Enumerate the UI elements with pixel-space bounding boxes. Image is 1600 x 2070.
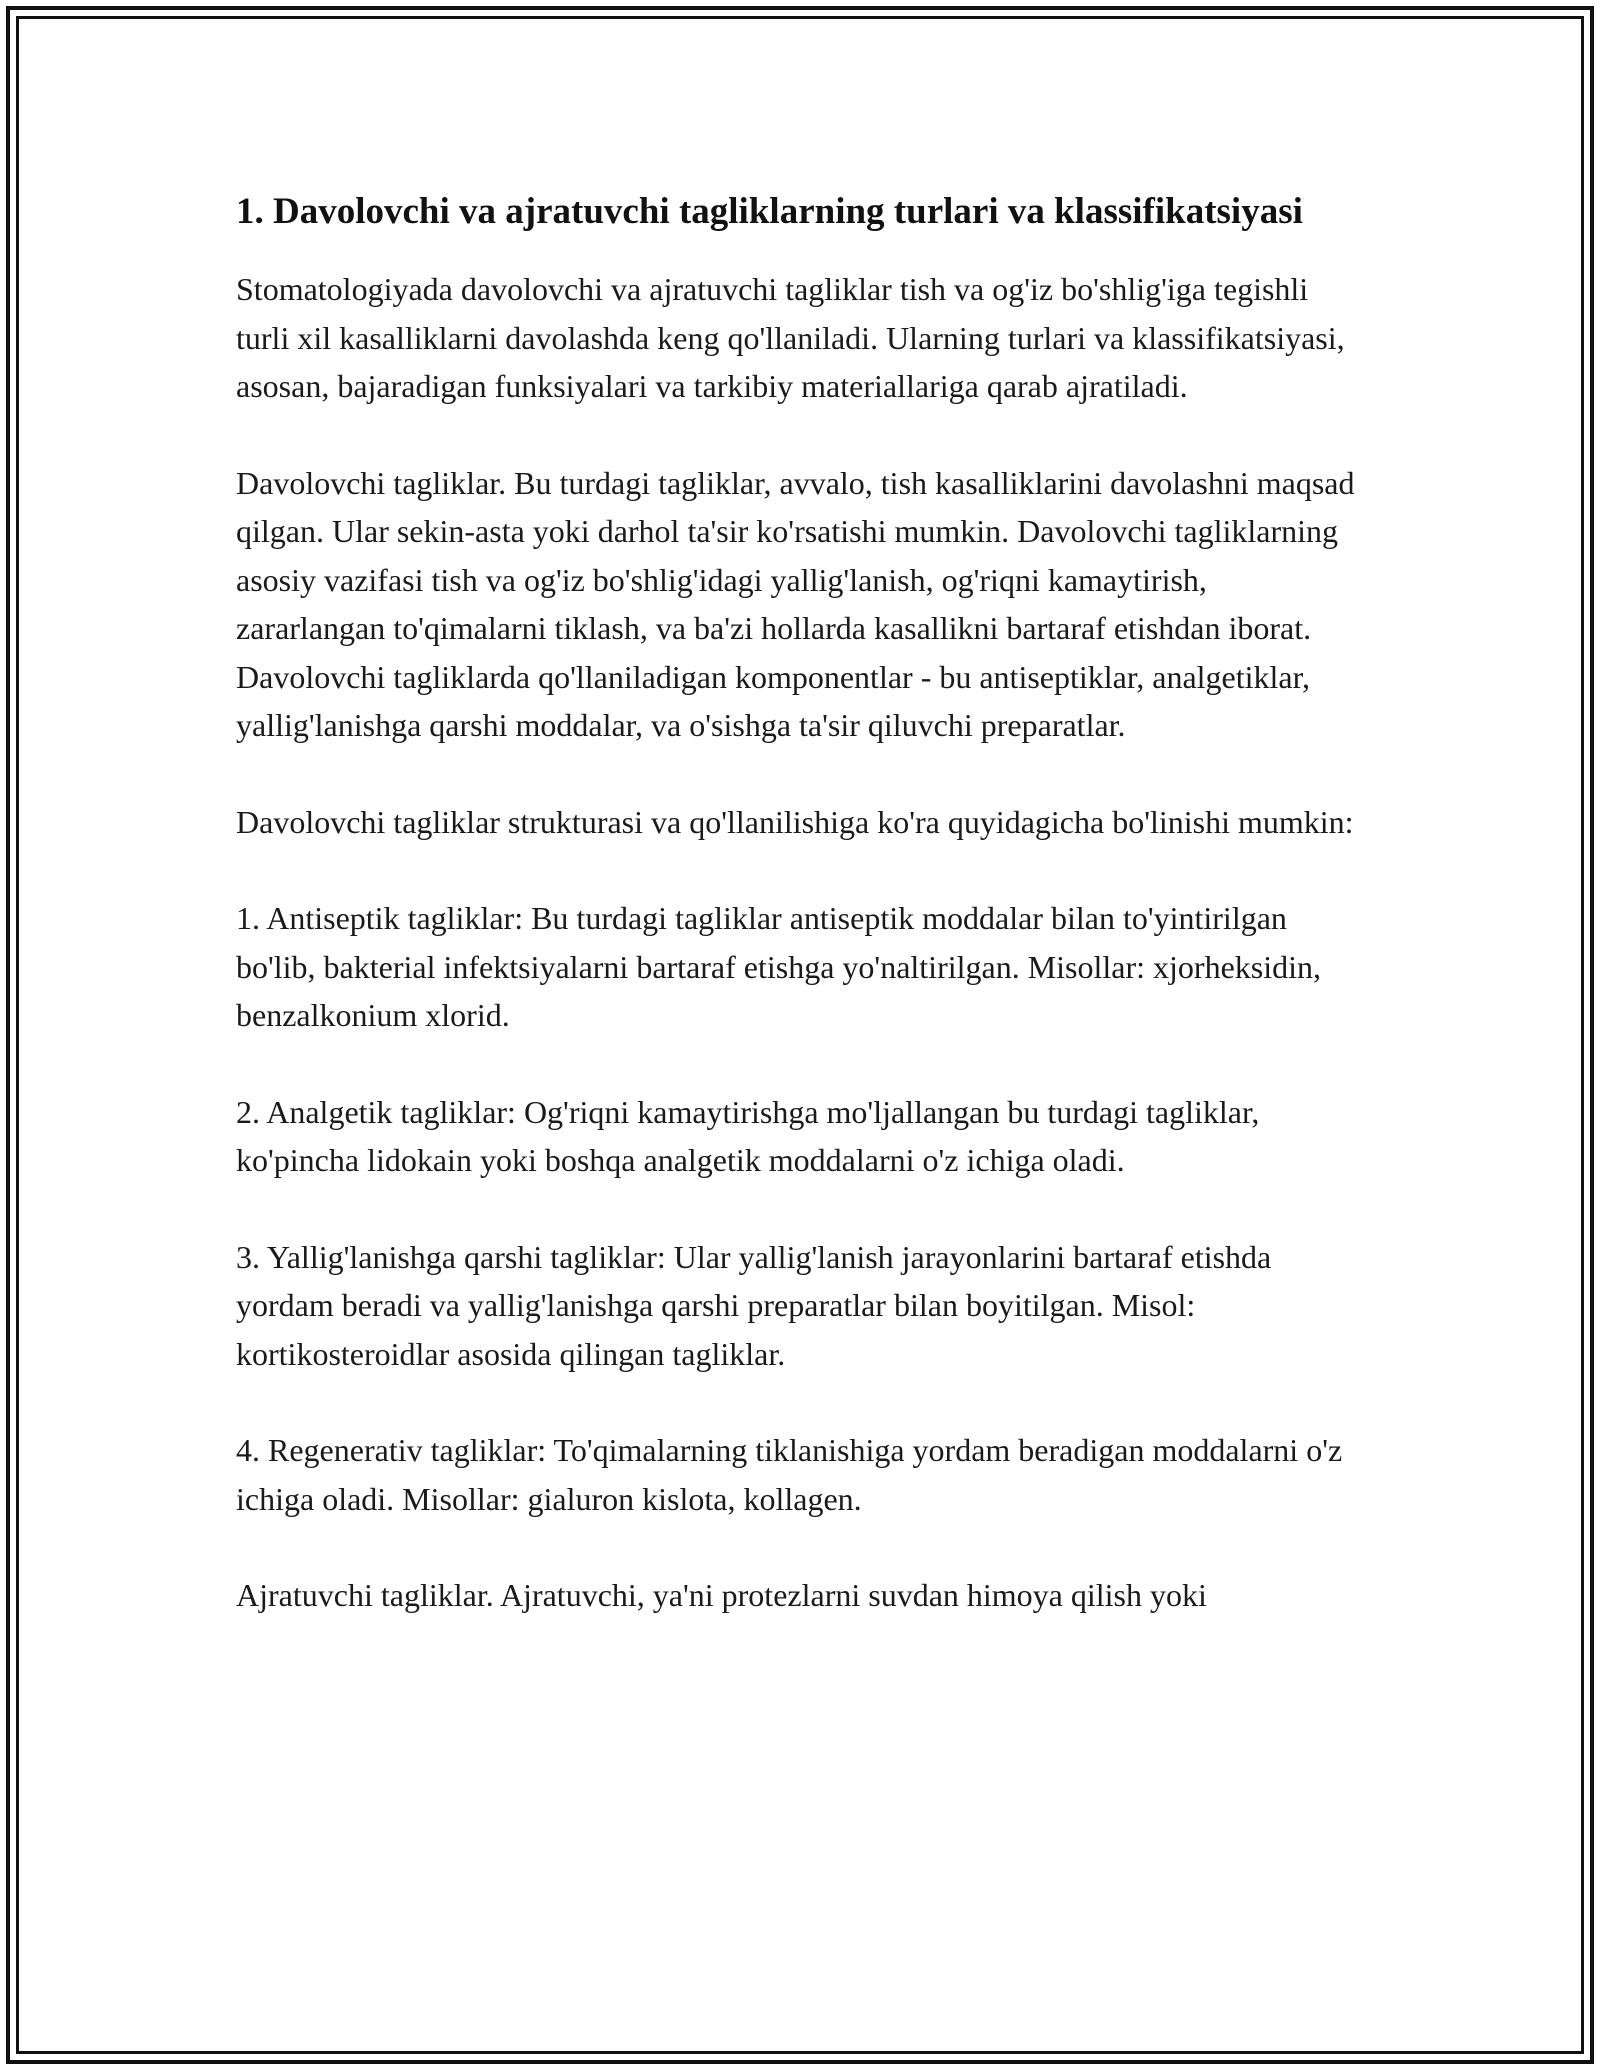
paragraph-classification: Davolovchi tagliklar strukturasi va qo'llanilishiga ko'ra quyidagicha bo'linishi mumkin: [236, 803, 1354, 840]
paragraph-davolovchi: Davolovchi tagliklar. Bu turdagi tagliklar, avvalo, tish kasalliklarini davolashni maqsad qilgan. Ular sekin-asta yoki darhol ta'sir ko'rsatishi mumkin. Davolovchi tagliklarning asosiy vazifasi tish va og'iz bo'shlig'idagi yallig'lanish, og'riqni kamaytirish, zararlangan to'qimalarni tiklash, va ba'zi hollarda kasallikni bartaraf etishdan iborat. Davolovchi tagliklarda qo'llaniladigan komponentlar - bu antiseptiklar, analgetiklar, yallig'lanishga qarshi moddalar, va o'sishga ta'sir qiluvchi preparatlar. [236, 464, 1355, 743]
paragraph-ajratuvchi: Ajratuvchi tagliklar. Ajratuvchi, ya'ni protezlarni suvdan himoya qilish yoki [236, 1577, 1207, 1613]
list-item-antiseptik: 1. Antiseptik tagliklar: Bu turdagi tagliklar antiseptik moddalar bilan to'yintirilgan bo'lib, bakterial infektsiyalarni bartaraf etishga yo'naltirilgan. Misollar: xjorheksidin, benzalkonium xlorid. [236, 900, 1322, 1033]
list-item-regenerativ: 4. Regenerativ tagliklar: To'qimalarning tiklanishiga yordam beradigan moddalarni o'z ichiga oladi. Misollar: gialuron kislota, kollagen. [236, 1432, 1343, 1517]
section-heading: 1. Davolovchi va ajratuvchi tagliklarning turlari va klassifikatsiyasi [236, 191, 1303, 232]
list-item-analgetik: 2. Analgetik tagliklar: Og'riqni kamaytirishga mo'ljallangan bu turdagi tagliklar, ko'pincha lidokain yoki boshqa analgetik moddalarni o'z ichiga oladi. [236, 1093, 1260, 1178]
list-item-yalliglanish: 3. Yallig'lanishga qarshi tagliklar: Ular yallig'lanish jarayonlarini bartaraf etishda yordam beradi va yallig'lanishga qarshi preparatlar bilan boyitilgan. Misol: kortikosteroidlar asosida qilingan tagliklar. [236, 1238, 1272, 1372]
document-body [236, 185, 1361, 1668]
paragraph-intro: Stomatologiyada davolovchi va ajratuvchi tagliklar tish va og'iz bo'shlig'iga tegishli turli xil kasalliklarni davolashda keng qo'llaniladi. Ularning turlari va klassifikatsiyasi, asosan, bajaradigan funksiyalari va tarkibiy materiallariga qarab ajratiladi. [236, 271, 1345, 404]
